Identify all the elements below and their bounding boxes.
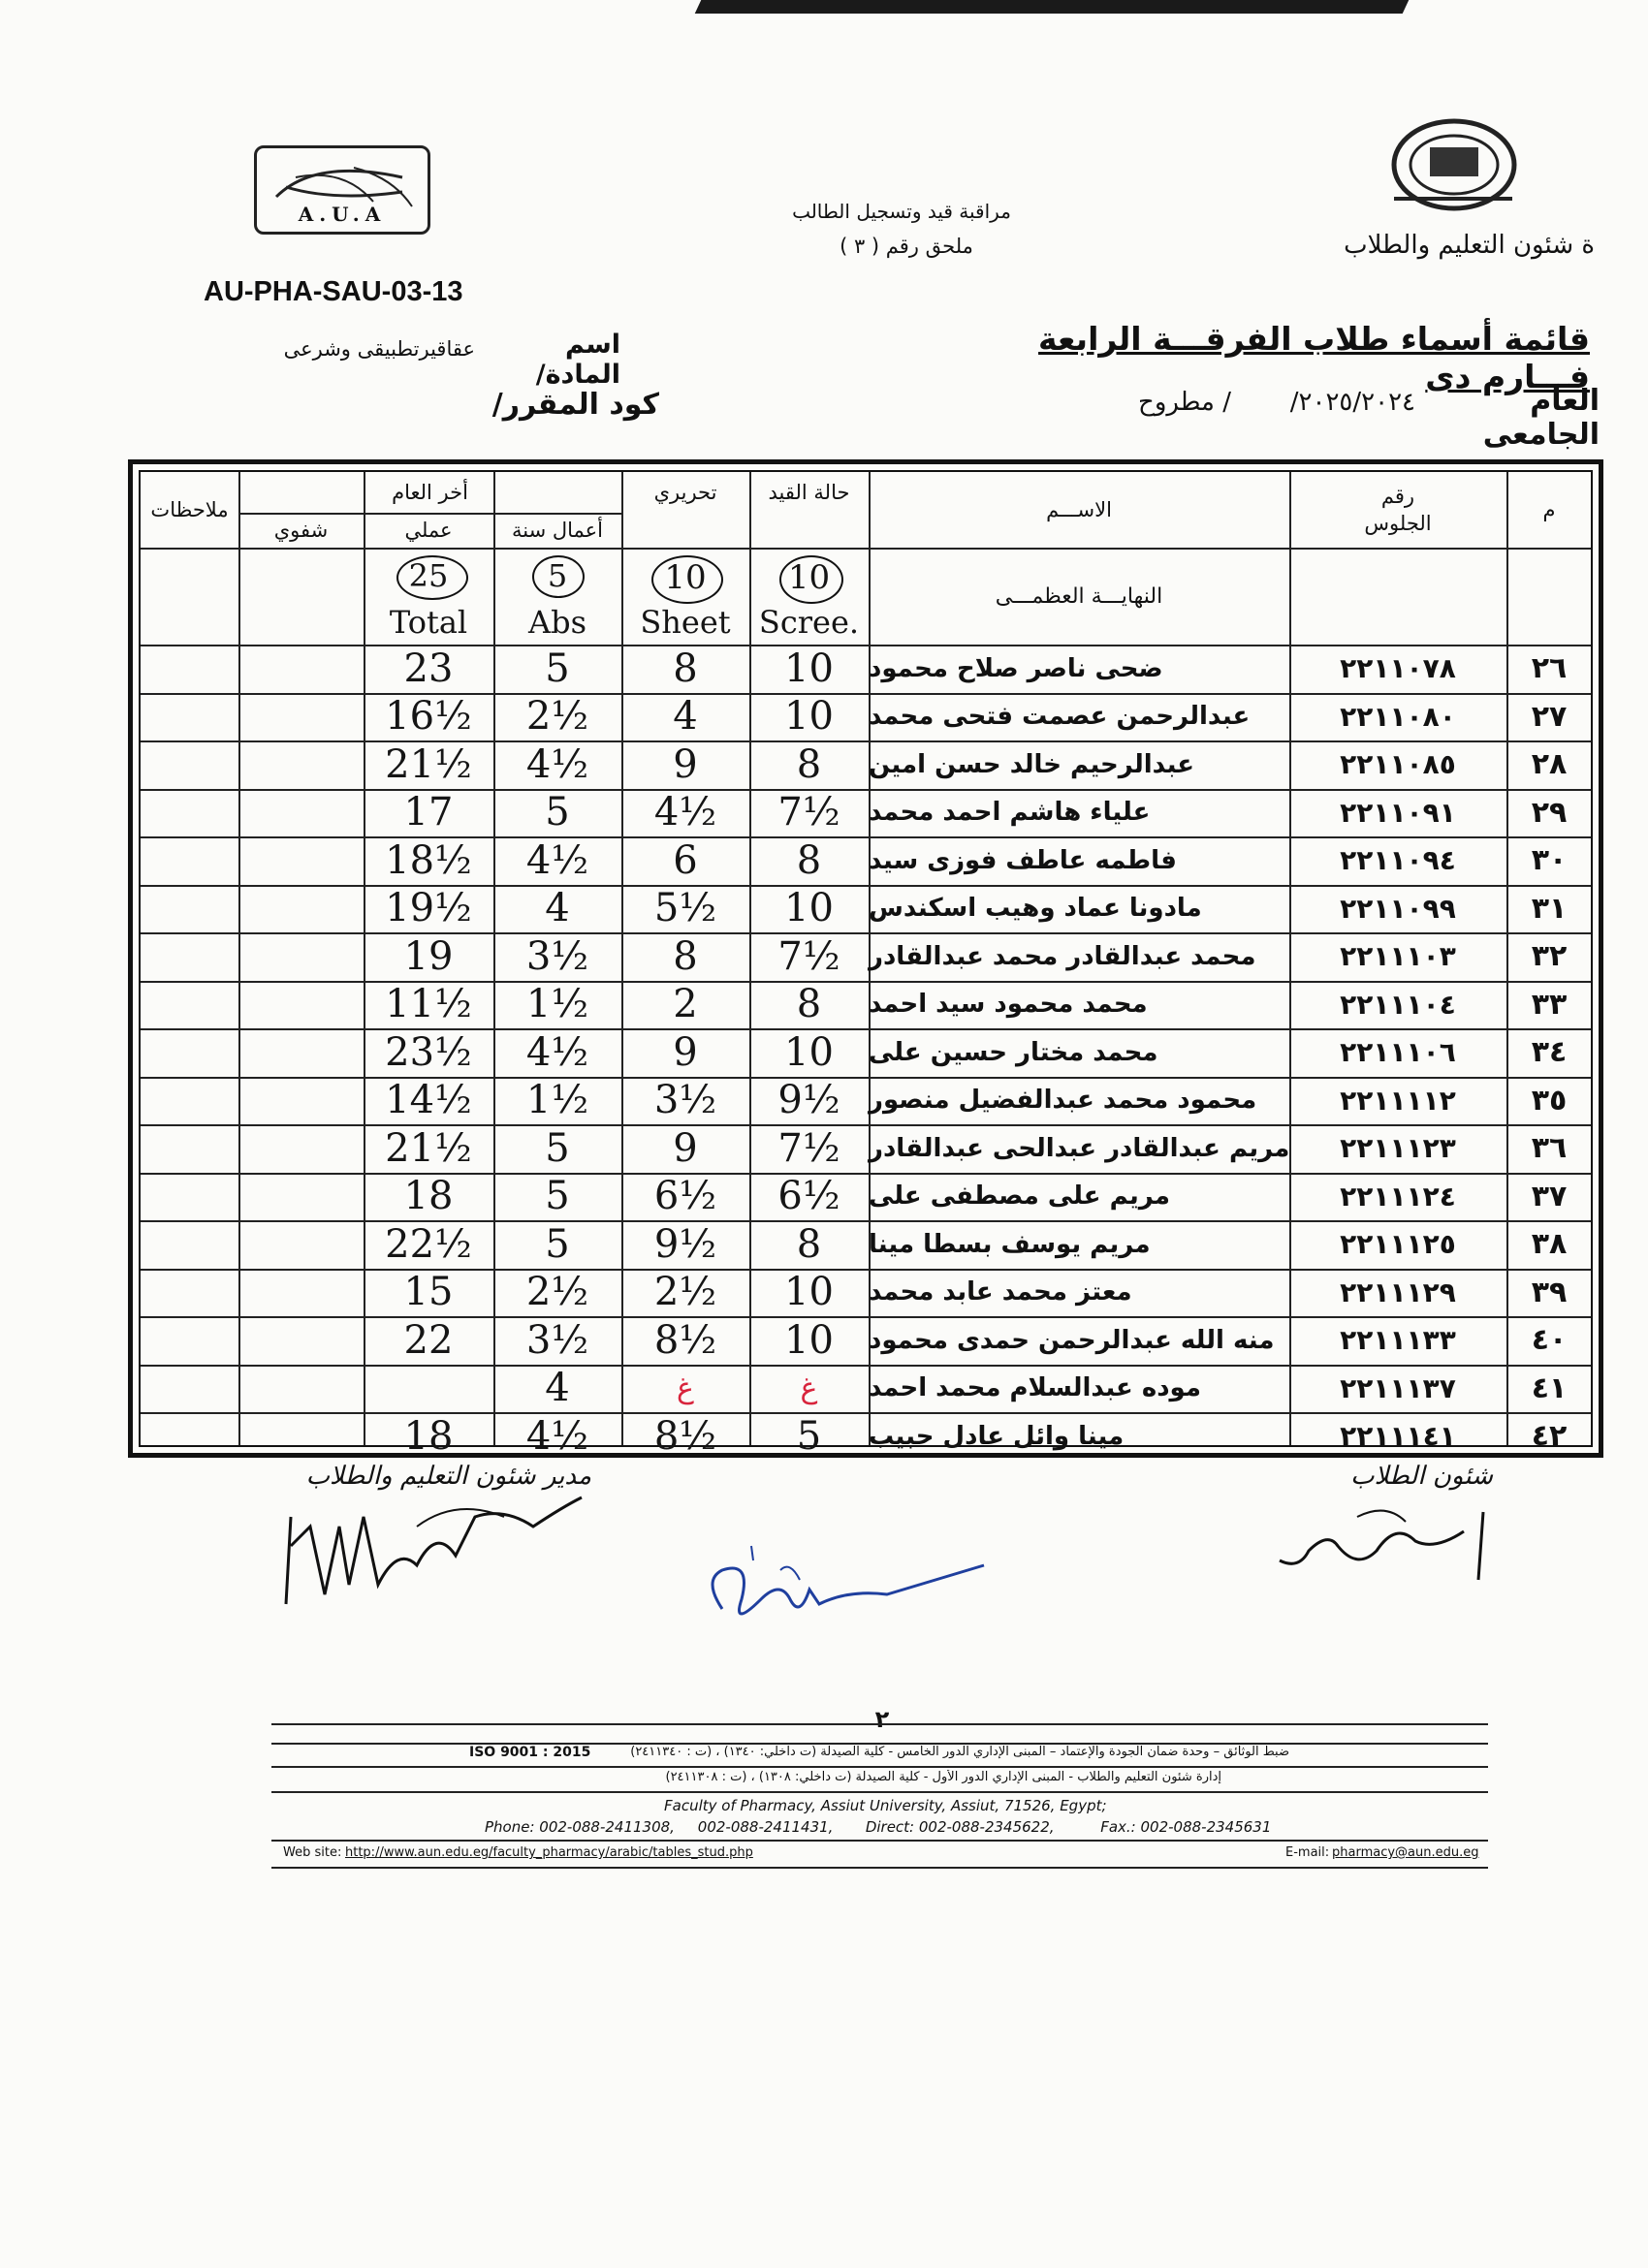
row-screen-grade: 7½ (777, 790, 840, 835)
row-seat-number: ٢٢١١١٢٣ (1340, 1132, 1456, 1165)
subject-value: عقاقيرتطبيقى وشرعى (283, 337, 475, 361)
row-abs-grade: 4 (545, 886, 570, 931)
email-link[interactable]: pharmacy@aun.edu.eg (1332, 1845, 1479, 1860)
row-index: ٣٥ (1531, 1083, 1568, 1118)
subject-label: اسم المادة/ (535, 330, 620, 390)
row-sheet-grade: 8 (673, 646, 698, 691)
row-abs-grade: 1½ (525, 1078, 589, 1123)
row-screen-grade: 7½ (777, 1125, 840, 1171)
row-seat-number: ٢٢١١٠٧٨ (1340, 652, 1456, 685)
logo-text: A.U.A (298, 203, 387, 226)
row-student-name: مريم يوسف بسطا مينا (869, 1229, 1151, 1259)
row-seat-number: ٢٢١١٠٩٩ (1340, 892, 1456, 925)
header-line (141, 548, 1591, 550)
footer-line-3 (271, 1766, 1488, 1768)
row-index: ٤٢ (1531, 1419, 1568, 1454)
academic-year-value: ٢٠٢٥/٢٠٢٤/ (1289, 388, 1415, 417)
row-total-grade: 18 (403, 1413, 454, 1459)
label-screen: Scree. (758, 604, 860, 641)
row-seat-number: ٢٢١١٠٩١ (1340, 796, 1456, 829)
row-sheet-grade: 9 (673, 741, 698, 787)
row-seat-number: ٢٢١١٠٩٤ (1340, 844, 1456, 877)
row-student-name: محمد محمود سيد احمد (869, 990, 1148, 1020)
row-student-name: مينا وائل عادل حبيب (869, 1421, 1125, 1451)
row-sheet-grade: 2 (673, 982, 698, 1027)
branch-name: / مطروح (1138, 388, 1231, 417)
row-abs-grade: 1½ (525, 982, 589, 1027)
max-status-value: 10 (787, 558, 831, 597)
row-total-grade: 22½ (385, 1221, 472, 1267)
affairs-signature-icon (1260, 1493, 1512, 1599)
row-screen-grade: 6½ (777, 1174, 840, 1219)
row-seat-number: ٢٢١١١٢٤ (1340, 1180, 1456, 1213)
row-sheet-grade: 4½ (653, 790, 717, 835)
row-total-grade: 16½ (385, 694, 472, 740)
row-index: ٤٠ (1531, 1323, 1568, 1358)
row-index: ٣٦ (1531, 1131, 1568, 1166)
row-student-name: محمود محمد عبدالفضيل منصور (869, 1086, 1257, 1116)
row-abs-grade: 3½ (525, 933, 589, 979)
website-label: Web site: (283, 1845, 342, 1860)
row-sheet-grade: 9 (673, 1125, 698, 1171)
row-index: ٣٣ (1531, 987, 1568, 1022)
footer-address: Faculty of Pharmacy, Assiut University, Assiut, 71526, Egypt; (664, 1797, 1107, 1814)
row-seat-number: ٢٢١١١٠٤ (1340, 988, 1456, 1021)
list-title: قائمة أسماء طلاب الفرقـــة الرابعة فـــارم دى (1038, 320, 1590, 395)
footer-quality-line: ضبط الوثائق – وحدة ضمان الجودة والإعتماد – المبنى الإداري الدور الخامس - كلية الصيدلة (ت داخلي: ١٣٤٠) ، (ت : ٢٤١١٣٤٠) (630, 1745, 1289, 1759)
max-marks-label: النهايـــة العظمـــى (995, 583, 1163, 609)
section-name: ة شئون التعليم والطلاب (1344, 231, 1595, 260)
row-screen-grade: 10 (784, 646, 834, 691)
footer-line-5 (271, 1840, 1488, 1842)
row-sheet-grade: 2½ (653, 1270, 717, 1315)
university-logo (254, 145, 430, 235)
row-index: ٢٩ (1531, 795, 1568, 830)
row-sheet-grade: 8½ (653, 1317, 717, 1363)
row-index: ٣٠ (1531, 843, 1568, 878)
row-index: ٣٨ (1531, 1227, 1568, 1262)
row-index: ٣١ (1531, 891, 1568, 926)
row-index: ٤١ (1531, 1370, 1568, 1405)
header-oral: شفوي (273, 519, 329, 542)
website-link[interactable]: http://www.aun.edu.eg/faculty_pharmacy/arabic/tables_stud.php (345, 1845, 753, 1860)
row-index: ٢٧ (1531, 699, 1568, 734)
row-sheet-grade: 6½ (653, 1174, 717, 1219)
row-student-name: عبدالرحيم خالد حسن امين (869, 749, 1195, 779)
row-total-grade: 18½ (385, 837, 472, 883)
row-screen-grade: 8 (796, 982, 822, 1027)
footer-line-6 (271, 1867, 1488, 1869)
max-written-value: 10 (664, 558, 707, 597)
row-screen-grade: 10 (784, 1029, 834, 1075)
grades-table-grid (139, 470, 1593, 1459)
row-screen-grade: 8 (796, 1221, 822, 1267)
row-student-name: موده عبدالسلام محمد احمد (869, 1373, 1201, 1403)
row-screen-grade: 9½ (777, 1078, 840, 1123)
row-total-grade: 23½ (385, 1029, 472, 1075)
row-student-name: منه الله عبدالرحمن حمدى محمود (869, 1325, 1275, 1355)
header-status: حالة القيد (768, 481, 850, 504)
row-sheet-grade: 9½ (653, 1221, 717, 1267)
row-student-name: محمد مختار حسين على (869, 1037, 1158, 1067)
row-student-name: مريم على مصطفى على (869, 1181, 1170, 1212)
row-total-grade (364, 1365, 493, 1413)
header-index: م (1542, 498, 1556, 521)
row-seat-number: ٢٢١١٠٨٥ (1340, 748, 1456, 781)
email-label: E-mail: (1285, 1845, 1330, 1860)
header-seat-number: رقم الجلوس (1364, 485, 1432, 535)
row-abs-grade: 2½ (525, 694, 589, 740)
row-student-name: محمد عبدالقادر محمد عبدالقادر (869, 941, 1256, 971)
row-total-grade: 18 (403, 1174, 454, 1219)
iso-label: ISO 9001 : 2015 (469, 1745, 591, 1760)
row-student-name: مريم عبدالقادر عبدالحى عبدالقادر (869, 1133, 1290, 1163)
blue-signature-icon (693, 1541, 1003, 1657)
row-index: ٢٦ (1531, 651, 1568, 686)
row-sheet-grade: 8 (673, 933, 698, 979)
label-sheet: Sheet (640, 604, 731, 641)
row-student-name: عبدالرحمن عصمت فتحى محمد (869, 702, 1251, 732)
row-total-grade: 15 (403, 1270, 454, 1315)
row-sheet-grade: 8½ (653, 1413, 717, 1459)
row-seat-number: ٢٢١١١٠٦ (1340, 1036, 1456, 1069)
row-abs-grade: 3½ (525, 1317, 589, 1363)
row-screen-grade: 10 (784, 1270, 834, 1315)
row-abs-grade: 5 (545, 646, 570, 691)
row-screen-grade: 7½ (777, 933, 840, 979)
row-sheet-grade: 3½ (653, 1078, 717, 1123)
row-seat-number: ٢٢١١٠٨٠ (1340, 700, 1456, 733)
row-seat-number: ٢٢١١١٤١ (1340, 1420, 1456, 1453)
footer-phones: Phone: 002-088-2411308, 002-088-2411431, Direct: 002-088-2345622, Fax.: 002-088-2345631 (485, 1818, 1272, 1836)
row-sheet-grade: 6 (673, 837, 698, 883)
top-scan-strip (695, 0, 1410, 14)
academic-year-label: العام الجامعى (1482, 384, 1600, 452)
row-student-name: معتز محمد عابد محمد (869, 1277, 1132, 1307)
row-total-grade: 17 (403, 790, 454, 835)
annex-number: ملحق رقم ( ٣ ) (840, 235, 973, 258)
row-abs-grade: 4½ (525, 1413, 589, 1459)
faculty-seal-icon (1377, 107, 1522, 213)
row-total-grade: 22 (403, 1317, 454, 1363)
header-notes: ملاحظات (150, 498, 229, 521)
row-total-grade: 19½ (385, 886, 472, 931)
row-abs-grade: 2½ (525, 1270, 589, 1315)
row-total-grade: 21½ (385, 1125, 472, 1171)
page-number: ٢ (874, 1706, 890, 1733)
row-abs-grade: 5 (545, 1125, 570, 1171)
row-seat-number: ٢٢١١١٢٩ (1340, 1276, 1456, 1308)
row-screen-grade: غ (800, 1370, 818, 1405)
header-year-work: أعمال سنة (511, 519, 604, 542)
row-seat-number: ٢٢١١١٣٣ (1340, 1324, 1456, 1357)
row-index: ٣٩ (1531, 1275, 1568, 1309)
header-written: تحريري (653, 481, 717, 504)
row-sheet-grade: 9 (673, 1029, 698, 1075)
row-index: ٢٨ (1531, 747, 1568, 782)
row-abs-grade: 4½ (525, 741, 589, 787)
row-total-grade: 21½ (385, 741, 472, 787)
footer-affairs-line: إدارة شئون التعليم والطلاب - المبنى الإداري الدور الأول - كلية الصيدلة (ت داخلي: ١٣٠٨) ، (ت : ٢٤١١٣٠٨) (665, 1770, 1221, 1784)
col-divider-notes (238, 472, 240, 1445)
row-abs-grade: 5 (545, 1174, 570, 1219)
course-code-label: كود المقرر/ (491, 388, 659, 422)
row-abs-grade: 5 (545, 790, 570, 835)
row-index: ٣٤ (1531, 1035, 1568, 1070)
row-abs-grade: 5 (545, 1221, 570, 1267)
signature-title-left: مدير شئون التعليم والطلاب (305, 1462, 591, 1491)
row-index: ٣٧ (1531, 1179, 1568, 1213)
label-total: Total (389, 604, 468, 641)
row-screen-grade: 10 (784, 886, 834, 931)
row-total-grade: 23 (403, 646, 454, 691)
row-screen-grade: 5 (796, 1413, 822, 1459)
control-line-1: مراقبة قيد وتسجيل الطالب (792, 200, 1011, 223)
row-student-name: ضحى ناصر صلاح محمود (869, 653, 1163, 683)
row-total-grade: 19 (403, 933, 454, 979)
row-abs-grade: 4 (545, 1366, 570, 1411)
row-screen-grade: 8 (796, 837, 822, 883)
max-practical-value: 25 (408, 557, 449, 594)
row-total-grade: 14½ (385, 1078, 472, 1123)
row-student-name: فاطمه عاطف فوزى سيد (869, 845, 1177, 875)
row-seat-number: ٢٢١١١٢٥ (1340, 1228, 1456, 1261)
row-student-name: علياء هاشم احمد محمد (869, 798, 1151, 828)
row-abs-grade: 4½ (525, 837, 589, 883)
footer-line-4 (271, 1791, 1488, 1793)
row-abs-grade: 4½ (525, 1029, 589, 1075)
row-sheet-grade: 4 (673, 694, 698, 740)
row-screen-grade: 8 (796, 741, 822, 787)
footer-line-1 (271, 1723, 1488, 1725)
row-seat-number: ٢٢١١١١٢ (1340, 1084, 1456, 1117)
row-screen-grade: 10 (784, 1317, 834, 1363)
director-signature-icon (271, 1488, 591, 1614)
header-name: الاســـم (1046, 498, 1112, 521)
grades-table (128, 459, 1603, 1458)
signature-title-right: شئون الطلاب (1350, 1462, 1493, 1491)
row-screen-grade: 10 (784, 694, 834, 740)
row-seat-number: ٢٢١١١٣٧ (1340, 1371, 1456, 1404)
row-index: ٣٢ (1531, 939, 1568, 974)
row-sheet-grade: 5½ (653, 886, 717, 931)
header-year-end: أخر العام (392, 481, 468, 504)
max-work-value: 5 (547, 557, 568, 594)
row-total-grade: 11½ (385, 982, 472, 1027)
row-seat-number: ٢٢١١١٠٣ (1340, 940, 1456, 973)
label-abs: Abs (527, 604, 586, 641)
header-practical: عملي (404, 519, 453, 542)
row-student-name: مادونا عماد وهيب اسكندس (869, 894, 1202, 924)
document-code: AU-PHA-SAU-03-13 (204, 276, 463, 307)
row-sheet-grade: غ (677, 1370, 694, 1405)
